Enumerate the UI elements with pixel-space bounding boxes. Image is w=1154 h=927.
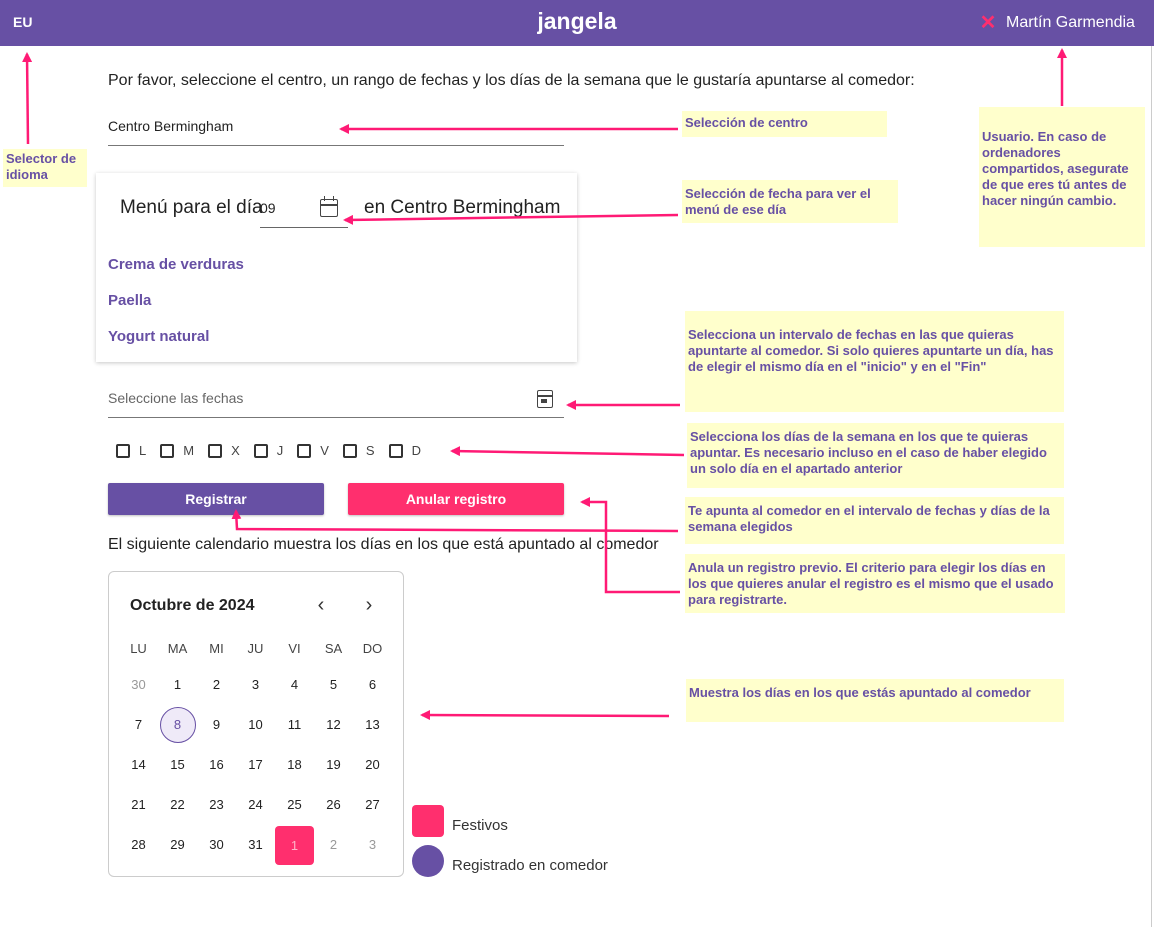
weekday-label: X	[231, 443, 240, 458]
menu-dish: Yogurt natural	[108, 328, 210, 345]
annotation-calendar: Muestra los días en los que estás apuntado al comedor	[686, 679, 1064, 722]
calendar-day[interactable]: 5	[329, 677, 338, 692]
calendar-day[interactable]: 23	[209, 797, 224, 812]
legend-holidays: Festivos	[452, 817, 508, 834]
calendar-weekday-header: JU	[247, 641, 264, 656]
calendar-day[interactable]: 13	[365, 717, 380, 732]
weekday-label: L	[139, 443, 147, 458]
calendar-holiday[interactable]: 1	[275, 826, 314, 865]
calendar-day[interactable]: 10	[248, 717, 263, 732]
calendar-day[interactable]: 25	[287, 797, 302, 812]
annotation-date: Selección de fecha para ver el menú de ese día	[682, 180, 898, 223]
chevron-left-icon[interactable]: ‹	[317, 594, 325, 616]
calendar-day[interactable]: 31	[248, 837, 263, 852]
calendar-day[interactable]: 30	[209, 837, 224, 852]
register-button[interactable]: Registrar	[108, 483, 324, 515]
calendar-day[interactable]: 27	[365, 797, 380, 812]
calendar-day[interactable]: 30	[131, 677, 146, 692]
annotation-language: Selector de idioma	[3, 149, 87, 187]
chevron-right-icon[interactable]: ›	[365, 594, 373, 616]
calendar-weekday-header: MA	[167, 641, 188, 656]
annotation-register: Te apunta al comedor en el intervalo de fechas y días de la semana elegidos	[685, 497, 1064, 544]
calendar-day[interactable]: 2	[329, 837, 338, 852]
menu-dish: Crema de verduras	[108, 256, 244, 273]
calendar-day[interactable]: 14	[131, 757, 146, 772]
center-select[interactable]: Centro Bermingham	[108, 118, 234, 134]
calendar-day[interactable]: 28	[131, 837, 146, 852]
menu-dish: Paella	[108, 292, 152, 309]
calendar-day[interactable]: 18	[287, 757, 302, 772]
calendar-day[interactable]: 1	[173, 677, 182, 692]
language-selector[interactable]: EU	[13, 14, 33, 30]
calendar-day[interactable]: 19	[326, 757, 341, 772]
calendar-weekday-header: LU	[130, 641, 147, 656]
intro-text: Por favor, seleccione el centro, un rango de fechas y los días de la semana que le gustaría apuntarse al comedor:	[108, 72, 915, 89]
close-icon[interactable]: ✕	[979, 12, 997, 34]
annotation-weekdays: Selecciona los días de la semana en los que te quieras apuntar. Es necesario incluso en el caso de haber elegido un solo día en el apartado anterior	[687, 423, 1064, 488]
calendar-weekday-header: VI	[288, 641, 301, 656]
arrow-weekdays	[452, 451, 684, 455]
calendar-day[interactable]: 7	[134, 717, 143, 732]
calendar-day[interactable]: 26	[326, 797, 341, 812]
cancel-registration-button[interactable]: Anular registro	[348, 483, 564, 515]
calendar-day[interactable]: 21	[131, 797, 146, 812]
arrow-calendar	[422, 715, 669, 716]
calendar-weekday-header: MI	[209, 641, 224, 656]
calendar-weekday-header: SA	[324, 641, 343, 656]
calendar-day[interactable]: 9	[212, 717, 221, 732]
calendar-day[interactable]: 2	[212, 677, 221, 692]
calendar-day[interactable]: 17	[248, 757, 263, 772]
weekday-label: D	[411, 443, 421, 458]
arrow-date	[345, 215, 678, 220]
calendar-day[interactable]: 16	[209, 757, 224, 772]
annotation-center: Selección de centro	[682, 111, 887, 137]
menu-center-text: en Centro Bermingham	[364, 197, 561, 218]
app-title: jangela	[537, 8, 617, 34]
calendar-day[interactable]: 29	[170, 837, 185, 852]
calendar-weekday-header: DO	[362, 641, 383, 656]
arrow-register	[236, 511, 678, 531]
weekday-label: M	[183, 443, 195, 458]
calendar-day[interactable]: 12	[326, 717, 341, 732]
calendar-day[interactable]: 3	[368, 837, 377, 852]
calendar-day[interactable]: 4	[290, 677, 299, 692]
weekday-label: S	[365, 443, 375, 458]
calendar-day[interactable]: 11	[287, 717, 302, 732]
calendar-day[interactable]: 6	[368, 677, 377, 692]
legend-registered: Registrado en comedor	[452, 857, 608, 874]
calendar-description: El siguiente calendario muestra los días en los que está apuntado al comedor	[108, 536, 659, 553]
calendar-day[interactable]: 20	[365, 757, 380, 772]
menu-label: Menú para el día	[120, 197, 263, 218]
annotation-user: Usuario. En caso de ordenadores compartidos, asegurate de que eres tú antes de hacer ningún cambio.	[979, 107, 1145, 247]
user-name[interactable]: Martín Garmendia	[1006, 14, 1135, 31]
calendar-day[interactable]: 22	[170, 797, 185, 812]
annotation-range: Selecciona un intervalo de fechas en las que quieras apuntarte al comedor. Si solo quieres apuntarte un día, has de elegir el mismo día en el "inicio" y en el "Fin"	[685, 311, 1064, 412]
date-range-input[interactable]: Seleccione las fechas	[108, 390, 244, 406]
weekday-label: V	[320, 443, 329, 458]
calendar-day[interactable]: 15	[170, 757, 185, 772]
calendar-today[interactable]: 8	[160, 707, 196, 743]
arrow-cancel	[582, 502, 680, 592]
calendar-day[interactable]: 3	[251, 677, 260, 692]
weekday-label: J	[276, 443, 284, 458]
arrow-language	[27, 54, 28, 144]
menu-date-input[interactable]: 09	[260, 200, 276, 216]
calendar-month-title: Octubre de 2024	[130, 597, 255, 614]
calendar-day[interactable]: 24	[248, 797, 263, 812]
annotation-cancel: Anula un registro previo. El criterio para elegir los días en los que quieres anular el registro es el mismo que el usado para registrarte.	[685, 554, 1065, 613]
